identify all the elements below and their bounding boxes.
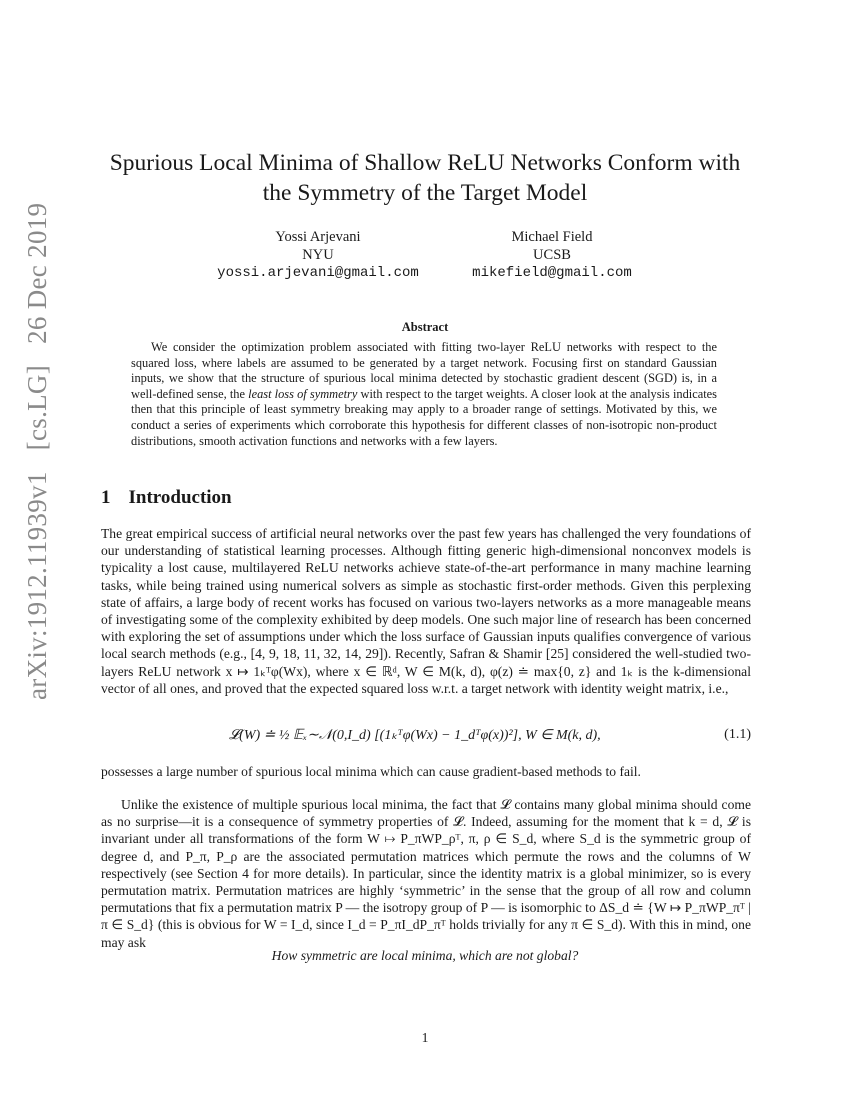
intro-paragraph-3: Unlike the existence of multiple spurious local minima, the fact that 𝓛 contains many global minima should come as no surprise—it is a consequence of symmetry properties of 𝓛. Indeed, assuming for the moment that k = d, 𝓛 is invariant under all transformations of the form W ↦ P_πWP_ρᵀ, π, ρ ∈ S_d, where S_d is the symmetric group of degree d, and P_π, P_ρ are the associated permutation matrices which permute the rows and the columns of W respectively (see Section 4 for more details). In particular, since the identity matrix is a global minimizer, so is every permutation matrix. Permutation matrices are highly ‘symmetric’ in the sense that the group of all row and column permutations that fix a permutation matrix P — the isotropy group of P — is isomorphic to ΔS_d ≐ {W ↦ P_πWP_πᵀ | π ∈ S_d} (this is obvious for W = I_d, since I_d = P_πI_dP_πᵀ holds trivially for any π ∈ S_d). With this in mind, one may ask <box>101 797 751 950</box>
research-question: How symmetric are local minima, which are not global? <box>271 948 579 963</box>
author-name: Yossi Arjevani <box>275 229 361 245</box>
author-affiliation: UCSB <box>533 247 571 263</box>
section-heading-introduction <box>101 487 232 509</box>
abstract-heading: Abstract <box>401 320 449 334</box>
arxiv-date: 26 Dec 2019 <box>22 202 52 344</box>
abstract-text-1: We consider the optimization problem associated with fitting two-layer ReLU networks with respect to the squared loss, where labels are assumed to be generated by a target network. Focusing first on standard Gaussian inputs, we show that the structure of spurious local minima detected by stochastic gradient descent (SGD) is, in a well-defined sense, the <box>131 340 717 401</box>
equation-expression: 𝓛(W) ≐ ½ 𝔼ₓ∼𝒩(0,I_d) [(1ₖᵀφ(Wx) − 1_dᵀφ(x))²], W ∈ M(k, d), <box>229 728 601 743</box>
abstract-body <box>131 340 717 449</box>
author-name: Michael Field <box>511 229 593 245</box>
author-1 <box>188 228 448 282</box>
author-email: mikefield@gmail.com <box>472 265 632 281</box>
intro-paragraph-1: The great empirical success of artificial neural networks over the past few years has challenged the very foundations of our understanding of statistical learning processes. Although fitting generic high-dimensional nonconvex models is typicality a lost cause, multilayered ReLU networks achieve state-of-the-art performance in many machine learning tasks, while being trained using numerical solvers as simple as stochastic first-order methods. Given this perplexing state of affairs, a large body of recent works has focused on various two-layers networks as a more manageable means of investigating some of the complexity exhibited by deep models. One such major line of research has been concerned with exploring the set of assumptions under which the loss surface of Gaussian inputs qualifies convergence of various local search methods (e.g., [4, 9, 18, 11, 32, 14, 29]). Recently, Safran & Shamir [25] considered the well-studied two-layers ReLU network x ↦ 1ₖᵀφ(Wx), where x ∈ ℝᵈ, W ∈ M(k, d), φ(z) ≐ max{0, z} and 1ₖ is the k-dimensional vector of all ones, and proved that the expected squared loss w.r.t. a target network with identity weight matrix, i.e., <box>101 526 751 696</box>
section-number: 1 <box>101 487 111 508</box>
intro-paragraph-2: possesses a large number of spurious local minima which can cause gradient-based methods to fail. <box>101 764 641 779</box>
author-affiliation: NYU <box>302 247 334 263</box>
author-2 <box>422 228 682 282</box>
abstract-text-2: with respect to the target weights. A closer look at the analysis indicates then that this principle of least symmetry breaking may apply to a broader range of settings. Motivated by this, we conduct a series of experiments which corroborate this hypothesis for different classes of non-isotropic non-product distributions, smooth activation functions and networks with a few layers. <box>131 386 717 448</box>
page-number: 1 <box>421 1030 429 1045</box>
arxiv-identifier-stamp <box>22 202 53 700</box>
title-line-1: Spurious Local Minima of Shallow ReLU Networks Conform with <box>109 150 741 176</box>
arxiv-id: arXiv:1912.11939v1 <box>22 471 52 700</box>
paper-title <box>90 148 760 208</box>
equation-number: (1.1) <box>724 727 751 742</box>
section-title: Introduction <box>128 487 232 508</box>
arxiv-category: [cs.LG] <box>22 364 52 451</box>
title-line-2: the Symmetry of the Target Model <box>262 180 588 206</box>
abstract-emphasis: least loss of symmetry <box>248 386 358 401</box>
author-email: yossi.arjevani@gmail.com <box>217 265 419 281</box>
